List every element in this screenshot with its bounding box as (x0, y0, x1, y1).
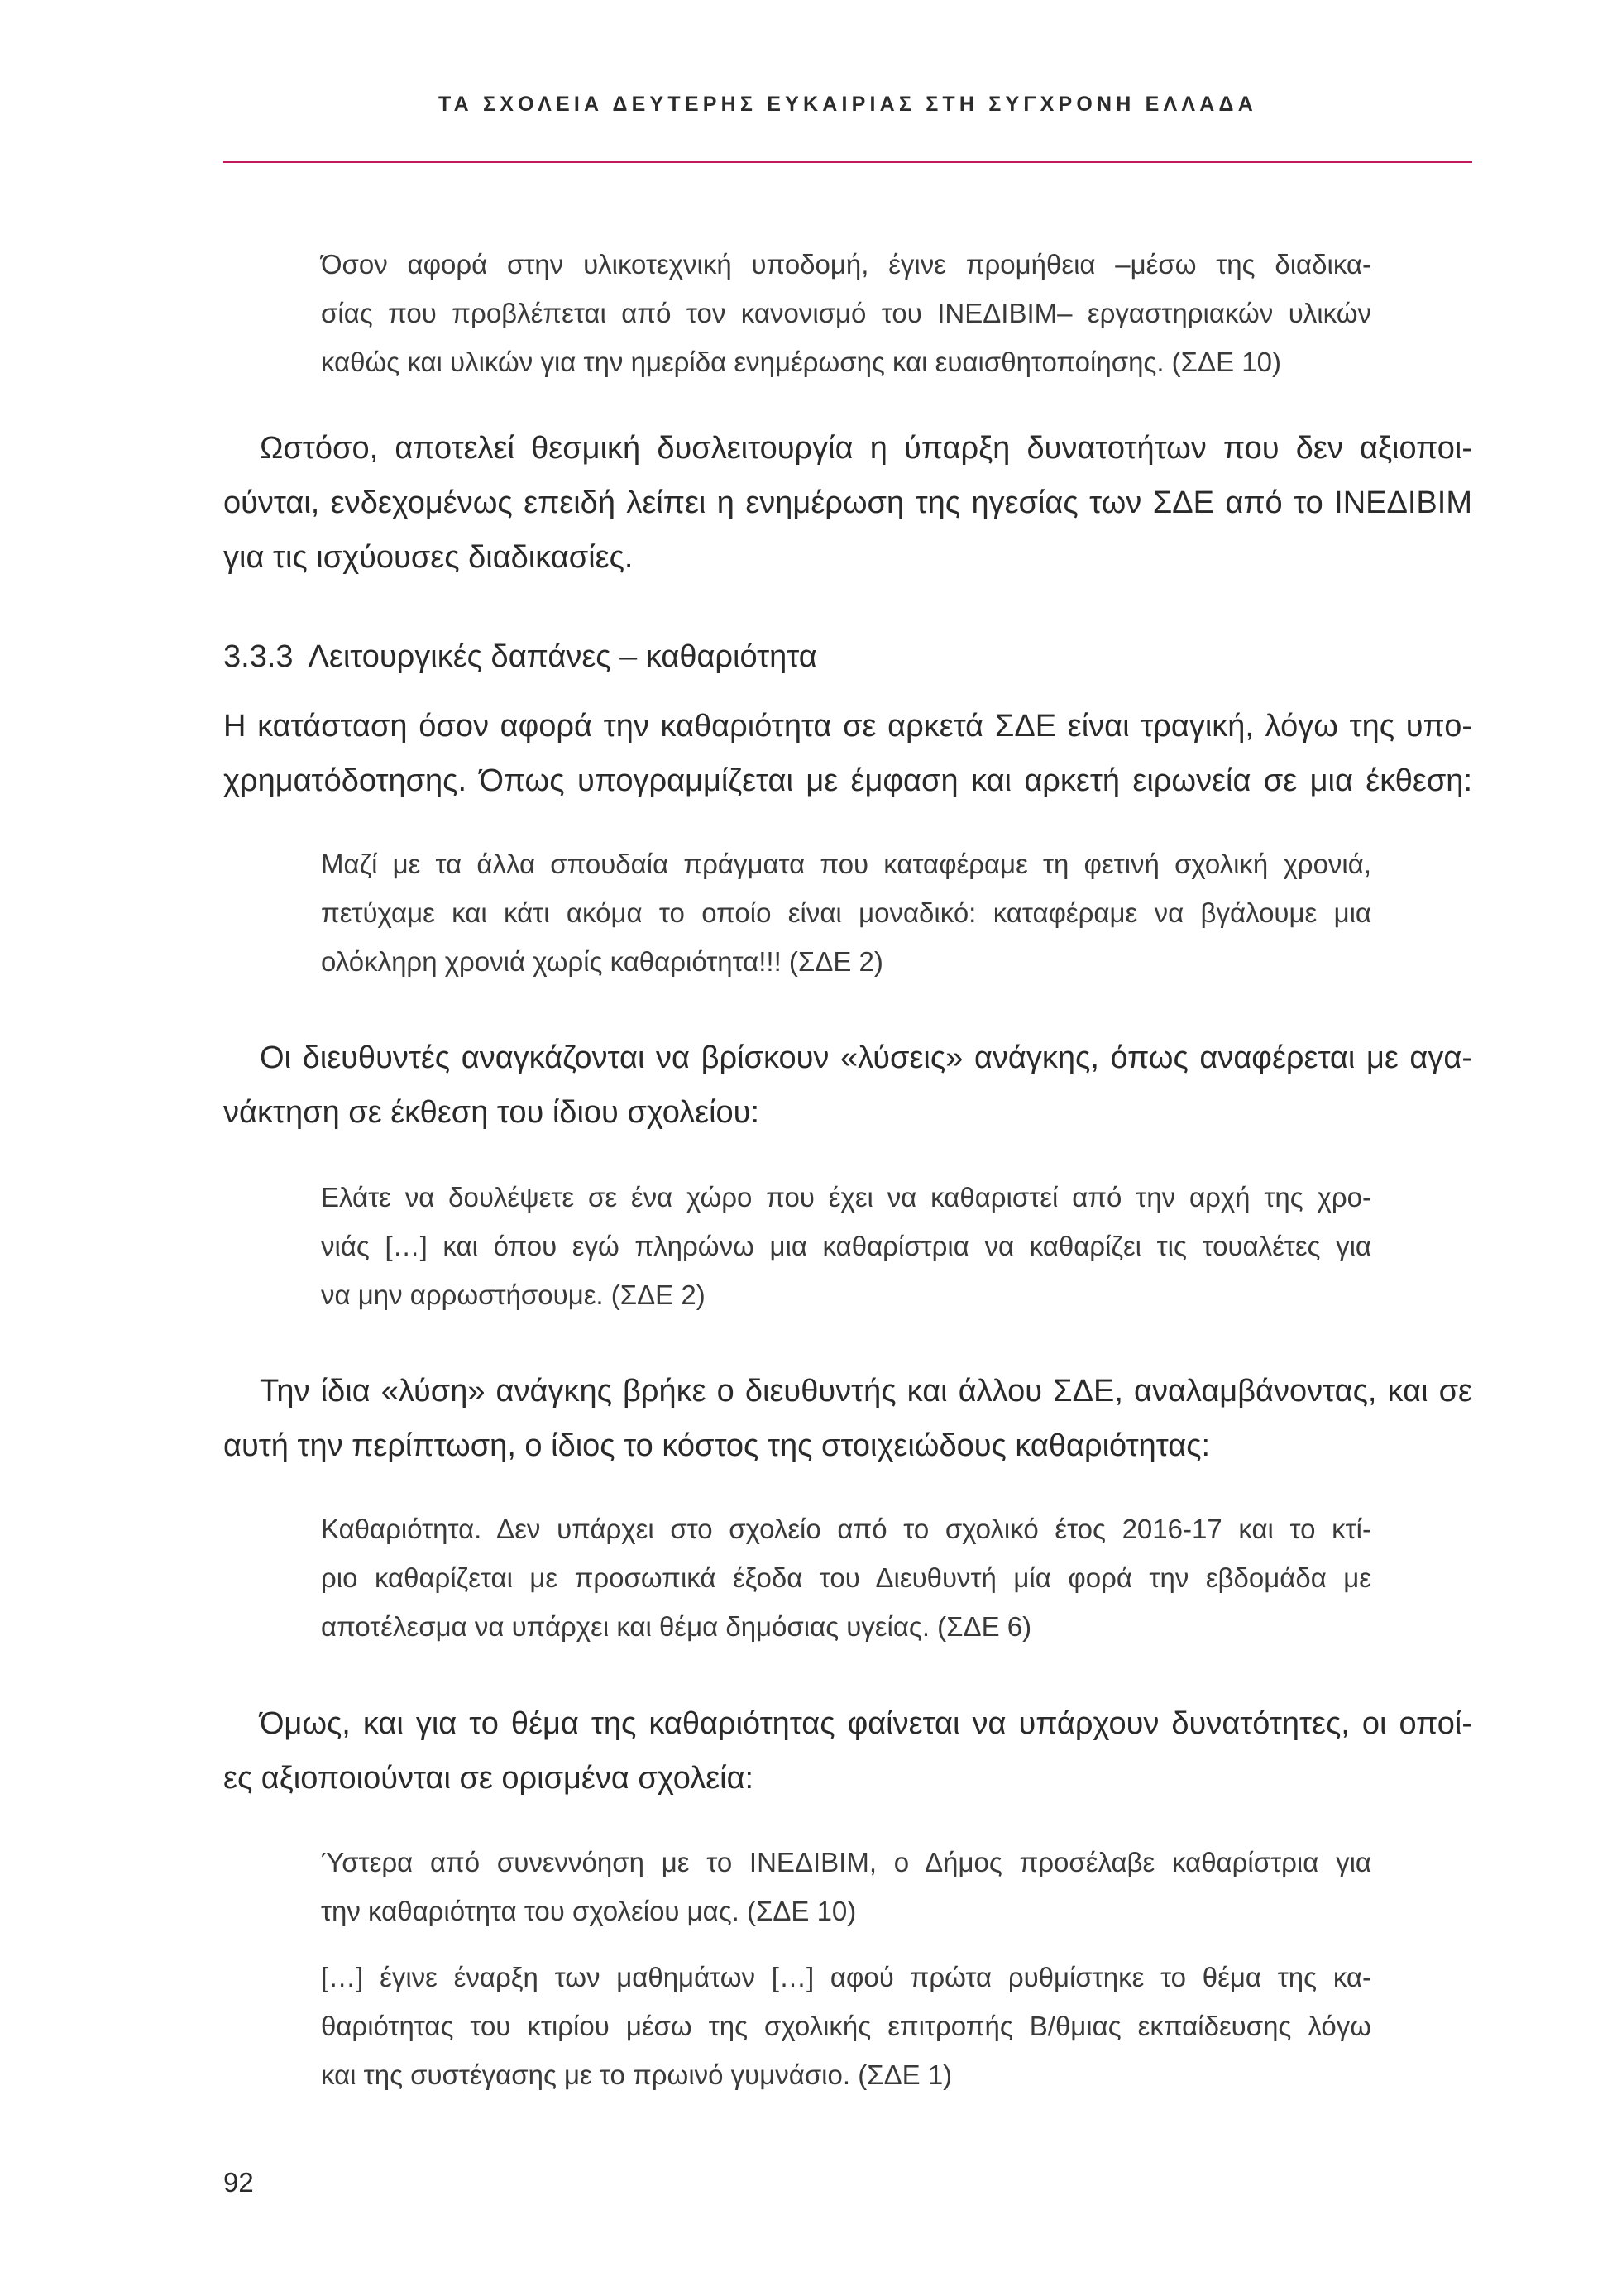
paragraph-1 (223, 421, 1472, 585)
paragraph-line: Την ίδια «λύση» ανάγκης βρήκε ο διευθυντής και άλλου ΣΔΕ, αναλαμβάνοντας, και σε (260, 1374, 1472, 1409)
block-quote-2 (321, 839, 1371, 986)
quote-line: Καθαριότητα. Δεν υπάρχει στο σχολείο από το σχολικό έτος 2016-17 και το κτί- (321, 1514, 1371, 1544)
quote-line: και της συστέγασης με το πρωινό γυμνάσιο. (ΣΔΕ 1) (321, 2059, 953, 2090)
paragraph-line: ούνται, ενδεχομένως επειδή λείπει η ενημέρωση της ηγεσίας των ΣΔΕ από το ΙΝΕΔΙΒΙΜ (223, 486, 1472, 520)
paragraph-2 (223, 699, 1472, 808)
block-quote-4 (321, 1504, 1371, 1651)
paragraph-line: αυτή την περίπτωση, ο ίδιος το κόστος της στοιχειώδους καθαριότητας: (223, 1428, 1211, 1463)
quote-line: Μαζί με τα άλλα σπουδαία πράγματα που καταφέραμε τη φετινή σχολική χρονιά, (321, 849, 1371, 879)
header-divider (223, 161, 1472, 163)
quote-line: ολόκληρη χρονιά χωρίς καθαριότητα!!! (ΣΔΕ 2) (321, 946, 883, 977)
quote-line: αποτέλεσμα να υπάρχει και θέμα δημόσιας υγείας. (ΣΔΕ 6) (321, 1611, 1032, 1642)
quote-line: Ελάτε να δουλέψετε σε ένα χώρο που έχει να καθαριστεί από την αρχή της χρο- (321, 1182, 1371, 1213)
quote-line: Όσον αφορά στην υλικοτεχνική υποδομή, έγινε προμήθεια –μέσω της διαδικα- (321, 249, 1371, 280)
paragraph-line: Όμως, και για το θέμα της καθαριότητας φαίνεται να υπάρχουν δυνατότητες, οι οποί- (260, 1706, 1472, 1741)
block-quote-1 (321, 240, 1371, 386)
quote-line: πετύχαμε και κάτι ακόμα το οποίο είναι μοναδικό: καταφέραμε να βγάλουμε μια (321, 897, 1371, 928)
paragraph-4 (223, 1364, 1472, 1473)
quote-line: να μην αρρωστήσουμε. (ΣΔΕ 2) (321, 1280, 706, 1310)
running-header-title: ΤΑ ΣΧΟΛΕΙΑ ΔΕΥΤΕΡΗΣ ΕΥΚΑΙΡΙΑΣ ΣΤΗ ΣΥΓΧΡΟΝΗ ΕΛΛΑΔΑ (438, 93, 1257, 116)
quote-line: Ύστερα από συνεννόηση με το ΙΝΕΔΙΒΙΜ, ο Δήμος προσέλαβε καθαρίστρια για (321, 1847, 1371, 1877)
quote-line: την καθαριότητα του σχολείου μας. (ΣΔΕ 10) (321, 1896, 857, 1926)
paragraph-line: για τις ισχύουσες διαδικασίες. (223, 540, 634, 575)
section-heading (223, 636, 817, 677)
paragraph-line: χρηματόδοτησης. Όπως υπογραμμίζεται με έμφαση και αρκετή ειρωνεία σε μια έκθεση: (223, 763, 1472, 798)
quote-line: θαριότητας του κτιρίου μέσω της σχολικής επιτροπής Β/θμιας εκπαίδευσης λόγω (321, 2011, 1371, 2041)
quote-line: […] έγινε έναρξη των μαθημάτων […] αφού πρώτα ρυθμίστηκε το θέμα της κα- (321, 1962, 1371, 1992)
page-number: 92 (223, 2167, 254, 2198)
block-quote-6 (321, 1953, 1371, 2099)
quote-line: νιάς […] και όπου εγώ πληρώνω μια καθαρίστρια να καθαρίζει τις τουαλέτες για (321, 1231, 1371, 1261)
paragraph-line: Οι διευθυντές αναγκάζονται να βρίσκουν «λύσεις» ανάγκης, όπως αναφέρεται με αγα- (260, 1040, 1472, 1075)
paragraph-line: νάκτηση σε έκθεση του ίδιου σχολείου: (223, 1095, 760, 1130)
paragraph-3 (223, 1031, 1472, 1140)
paragraph-line: ες αξιοποιούνται σε ορισμένα σχολεία: (223, 1761, 754, 1796)
paragraph-line: Η κατάσταση όσον αφορά την καθαριότητα σε αρκετά ΣΔΕ είναι τραγική, λόγω της υπο- (223, 709, 1472, 744)
block-quote-3 (321, 1173, 1371, 1319)
quote-line: σίας που προβλέπεται από τον κανονισμό του ΙΝΕΔΙΒΙΜ– εργαστηριακών υλικών (321, 298, 1371, 328)
paragraph-5 (223, 1696, 1472, 1806)
quote-line: καθώς και υλικών για την ημερίδα ενημέρωσης και ευαισθητοποίησης. (ΣΔΕ 10) (321, 347, 1281, 377)
quote-line: ριο καθαρίζεται με προσωπικά έξοδα του Διευθυντή μία φορά την εβδομάδα με (321, 1562, 1371, 1593)
section-title: Λειτουργικές δαπάνες – καθαριότητα (308, 639, 817, 674)
paragraph-line: Ωστόσο, αποτελεί θεσμική δυσλειτουργία η ύπαρξη δυνατοτήτων που δεν αξιοποι- (260, 431, 1472, 466)
block-quote-5 (321, 1838, 1371, 1935)
section-number: 3.3.3 (223, 639, 294, 674)
